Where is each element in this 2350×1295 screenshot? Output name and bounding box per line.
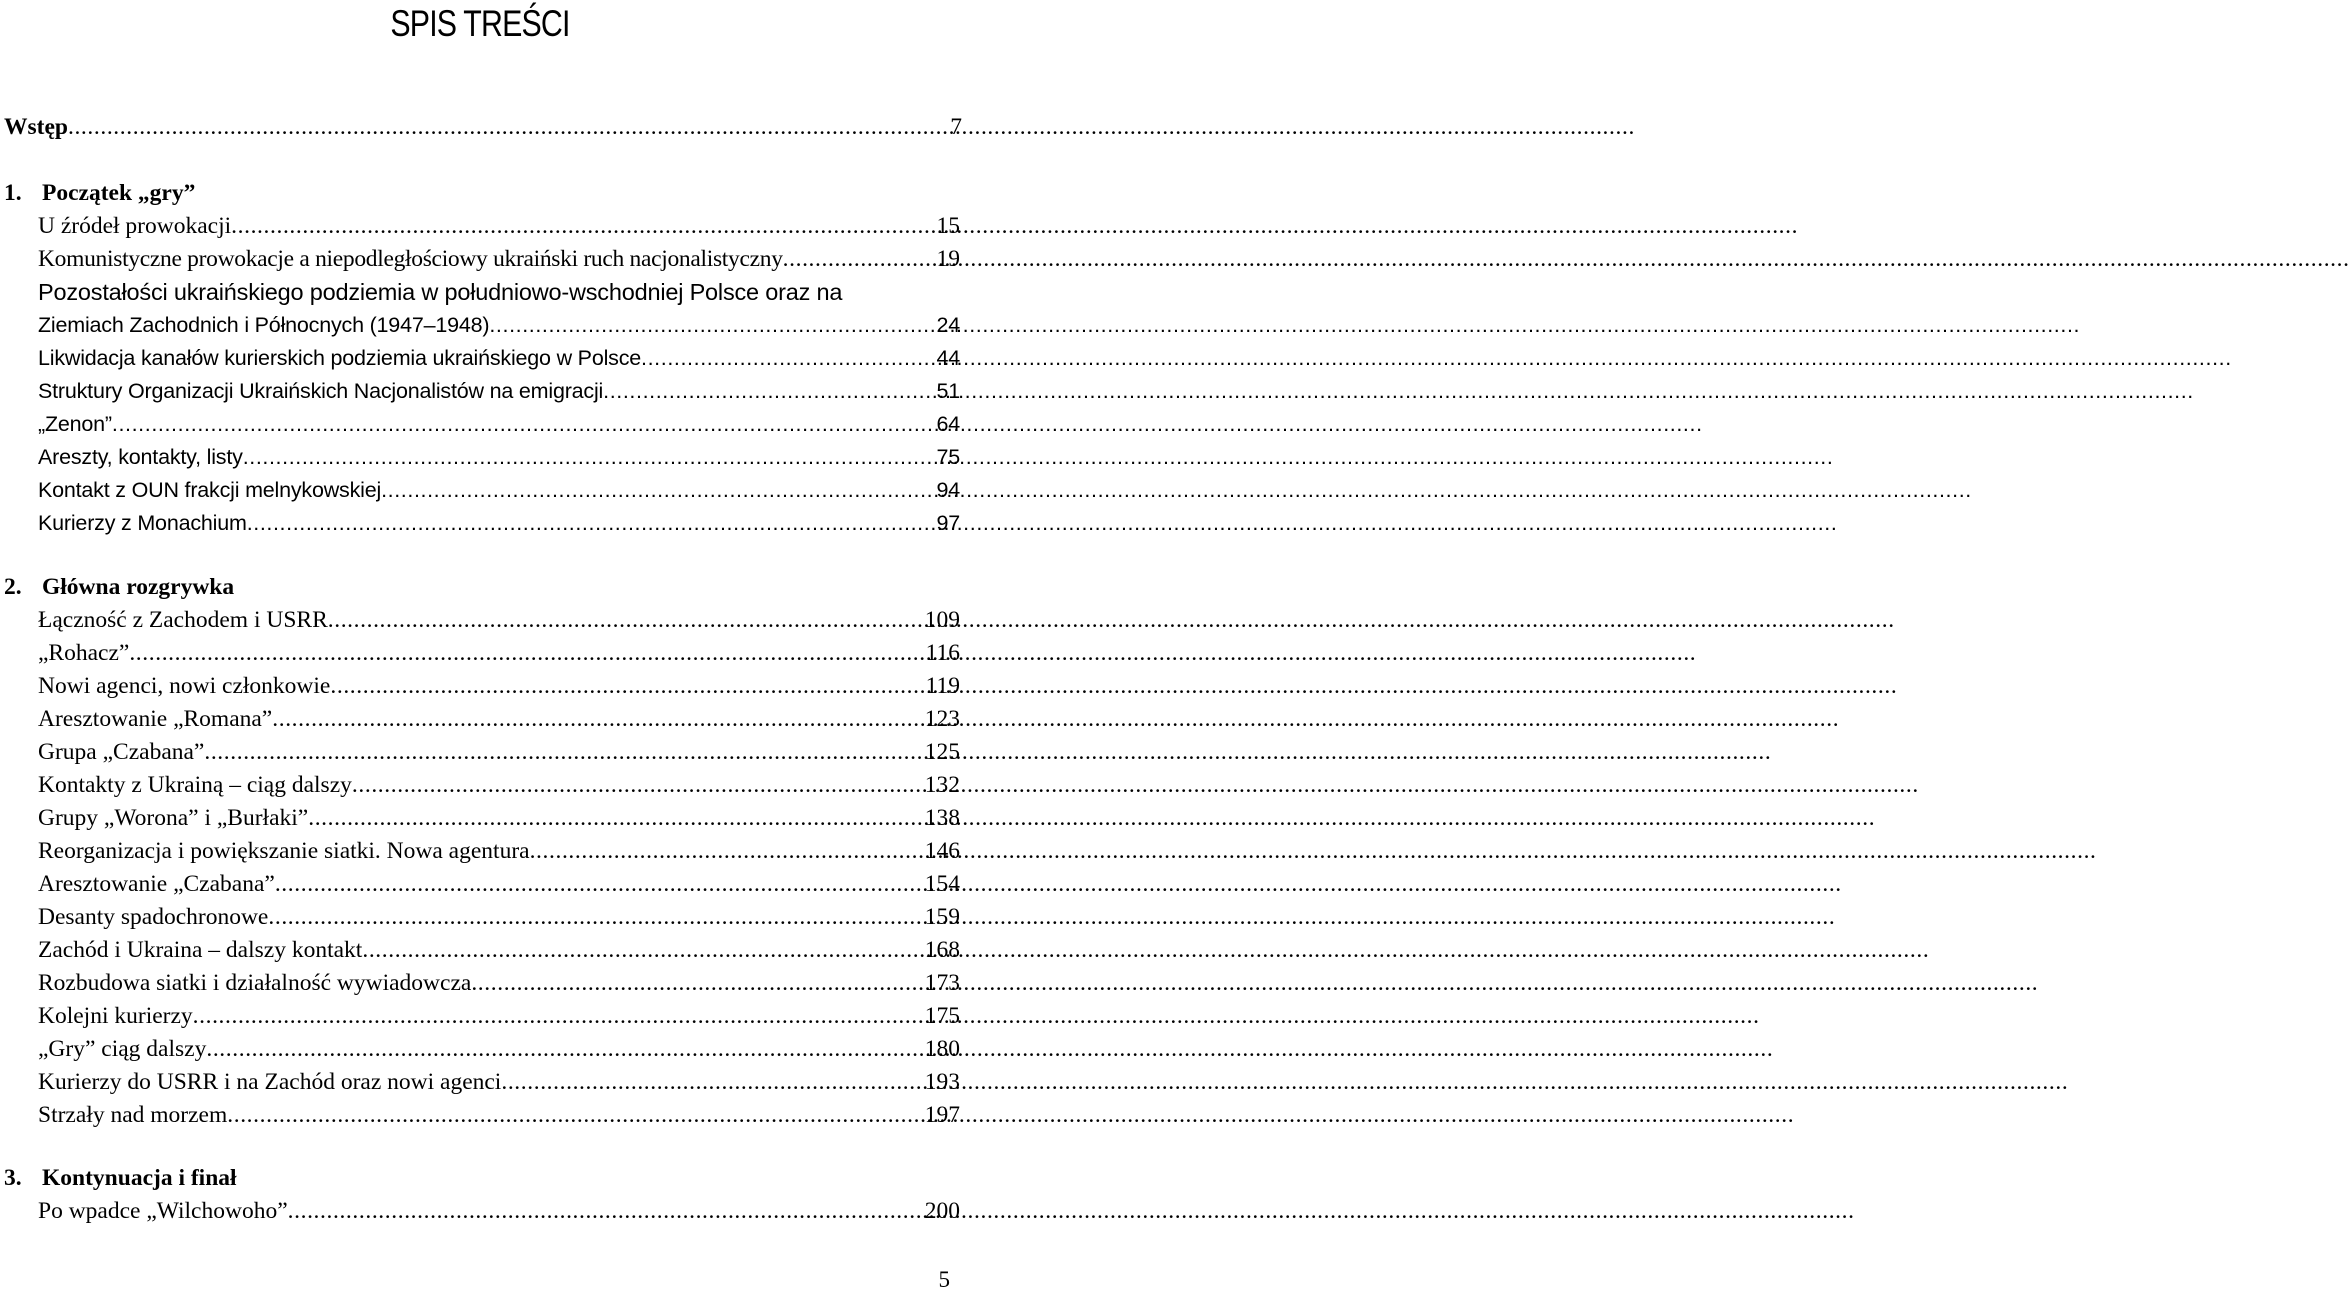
- toc-entry-label: U źródeł prowokacji: [38, 213, 232, 239]
- dot-leader: [129, 638, 925, 668]
- toc-entry[interactable]: [38, 475, 960, 505]
- toc-entry-page: 193: [924, 1069, 960, 1095]
- toc-entry-page: 64: [936, 412, 960, 436]
- toc-entry-page: 97: [936, 511, 960, 535]
- toc-entry-page: 7: [950, 114, 962, 140]
- toc-entry-label: Kontakt z OUN frakcji melnykowskiej: [38, 478, 382, 502]
- chapter-title: Początek „gry”: [42, 180, 196, 206]
- toc-entry-page: 200: [924, 1198, 960, 1224]
- dot-leader: [288, 1196, 925, 1226]
- toc-entry-label: Struktury Organizacji Ukraińskich Nacjonalistów na emigracji: [38, 379, 604, 403]
- dot-leader: [489, 310, 936, 340]
- dot-leader: [247, 508, 937, 538]
- toc-entry-page: 116: [925, 640, 960, 666]
- toc-entry[interactable]: [38, 409, 960, 439]
- dot-leader: [530, 836, 925, 866]
- page-title: SPIS TREŚCI: [390, 3, 570, 44]
- dot-leader: [352, 770, 925, 800]
- toc-entry-page: 123: [924, 706, 960, 732]
- toc-entry-label: Rozbudowa siatki i działalność wywiadowcza: [38, 970, 472, 996]
- dot-leader: [204, 737, 924, 767]
- toc-entry[interactable]: [38, 737, 960, 767]
- toc-entry-label: Strzały nad morzem: [38, 1102, 228, 1128]
- toc-entry-label: Aresztowanie „Czabana”: [38, 871, 275, 897]
- toc-entry-page: 75: [936, 445, 960, 469]
- toc-entry[interactable]: [38, 1001, 960, 1031]
- dot-leader: [362, 935, 924, 965]
- toc-entry-label: Grupy „Worona” i „Burłaki”: [38, 805, 309, 831]
- chapter-number: 2.: [4, 574, 22, 600]
- toc-entry[interactable]: [38, 1196, 960, 1226]
- toc-entry-page: 159: [924, 904, 960, 930]
- toc-entry-label: Wstęp: [4, 114, 68, 140]
- dot-leader: [783, 244, 937, 274]
- toc-entry-page: 132: [924, 772, 960, 798]
- toc-entry-page: 15: [936, 213, 960, 239]
- dot-leader: [272, 704, 925, 734]
- toc-entry-page: 19: [936, 246, 960, 272]
- dot-leader: [193, 1001, 925, 1031]
- dot-leader: [268, 902, 924, 932]
- toc-entry-page: 109: [924, 607, 960, 633]
- toc-entry-label: Desanty spadochronowe: [38, 904, 269, 930]
- toc-entry-page: 44: [936, 346, 960, 370]
- toc-entry-page: 197: [924, 1102, 960, 1128]
- toc-entry[interactable]: [38, 902, 960, 932]
- dot-leader: [330, 671, 925, 701]
- toc-entry-label: Likwidacja kanałów kurierskich podziemia ukraińskiego w Polsce: [38, 346, 642, 370]
- chapter-heading-3[interactable]: [4, 1163, 237, 1193]
- toc-entry-label: „Zenon”: [38, 412, 112, 436]
- dot-leader: [206, 1034, 924, 1064]
- dot-leader: [381, 475, 936, 505]
- toc-entry-continued[interactable]: Pozostałości ukraińskiego podziemia w południowo-wschodniej Polsce oraz na: [38, 279, 843, 305]
- toc-entry-page: 125: [924, 739, 960, 765]
- dot-leader: [227, 1100, 925, 1130]
- toc-entry[interactable]: [38, 211, 960, 241]
- toc-entry[interactable]: [38, 442, 960, 472]
- chapter-heading-1[interactable]: [4, 178, 195, 208]
- toc-entry[interactable]: [38, 836, 960, 866]
- toc-entry-page: 154: [924, 871, 960, 897]
- dot-leader: [603, 376, 936, 406]
- toc-entry-label: Kolejni kurierzy: [38, 1003, 193, 1029]
- toc-entry-page: 175: [924, 1003, 960, 1029]
- toc-entry[interactable]: [38, 1067, 960, 1097]
- toc-entry-label: Kurierzy z Monachium: [38, 511, 247, 535]
- toc-entry-label: Areszty, kontakty, listy: [38, 445, 243, 469]
- toc-entry-label: Ziemiach Zachodnich i Północnych (1947–1948): [38, 313, 490, 337]
- toc-entry[interactable]: [38, 671, 960, 701]
- toc-entry[interactable]: [38, 1100, 960, 1130]
- toc-entry-page: 138: [924, 805, 960, 831]
- toc-entry-page: 173: [924, 970, 960, 996]
- toc-entry-label: „Gry” ciąg dalszy: [38, 1036, 207, 1062]
- toc-entry[interactable]: [38, 638, 960, 668]
- toc-entry-page: 51: [936, 379, 960, 403]
- dot-leader: [328, 605, 925, 635]
- toc-entry-label: Kontakty z Ukrainą – ciąg dalszy: [38, 772, 352, 798]
- page-number: 5: [938, 1267, 950, 1292]
- toc-entry[interactable]: [38, 803, 960, 833]
- toc-entry-label: Nowi agenci, nowi członkowie: [38, 673, 331, 699]
- toc-entry[interactable]: [38, 1034, 960, 1064]
- toc-entry-label: Zachód i Ukraina – dalszy kontakt: [38, 937, 363, 963]
- toc-entry[interactable]: [38, 869, 960, 899]
- toc-entry[interactable]: [38, 770, 960, 800]
- toc-entry-label: Reorganizacja i powiększanie siatki. Nowa agentura: [38, 838, 530, 864]
- toc-entry-page: 24: [936, 313, 960, 337]
- toc-entry[interactable]: [38, 376, 960, 406]
- toc-entry-label: Komunistyczne prowokacje a niepodległościowy ukraiński ruch nacjonalistyczny: [38, 246, 783, 272]
- toc-entry[interactable]: [38, 935, 960, 965]
- toc-entry-label: Łączność z Zachodem i USRR: [38, 607, 328, 633]
- dot-leader: [501, 1067, 924, 1097]
- toc-entry[interactable]: [38, 343, 960, 373]
- toc-entry-page: 146: [924, 838, 960, 864]
- dot-leader: [243, 442, 937, 472]
- toc-entry[interactable]: [38, 704, 960, 734]
- dot-leader: [275, 869, 925, 899]
- dot-leader: [68, 112, 928, 142]
- chapter-number: 3.: [4, 1165, 22, 1191]
- toc-entry-intro[interactable]: [4, 112, 962, 142]
- dot-leader: [231, 211, 936, 241]
- chapter-heading-2[interactable]: [4, 572, 234, 602]
- dot-leader: [308, 803, 925, 833]
- toc-entry[interactable]: [38, 244, 960, 274]
- toc-entry[interactable]: [38, 310, 960, 340]
- toc-entry-page: 168: [924, 937, 960, 963]
- toc-entry-page: 119: [925, 673, 960, 699]
- dot-leader: [471, 968, 924, 998]
- toc-entry-label: „Rohacz”: [38, 640, 130, 666]
- toc-entry[interactable]: [38, 508, 960, 538]
- toc-entry-page: 180: [924, 1036, 960, 1062]
- chapter-title: Kontynuacja i finał: [42, 1165, 237, 1191]
- chapter-title: Główna rozgrywka: [42, 574, 235, 600]
- toc-entry[interactable]: [38, 968, 960, 998]
- toc-entry[interactable]: [38, 605, 960, 635]
- toc-entry-label: Kurierzy do USRR i na Zachód oraz nowi agenci: [38, 1069, 502, 1095]
- toc-entry-label: Po wpadce „Wilchowoho”: [38, 1198, 288, 1224]
- chapter-number: 1.: [4, 180, 22, 206]
- dot-leader: [641, 343, 936, 373]
- toc-entry-label: Aresztowanie „Romana”: [38, 706, 273, 732]
- toc-entry-label: Grupa „Czabana”: [38, 739, 205, 765]
- toc-entry-page: 94: [936, 478, 960, 502]
- dot-leader: [112, 409, 937, 439]
